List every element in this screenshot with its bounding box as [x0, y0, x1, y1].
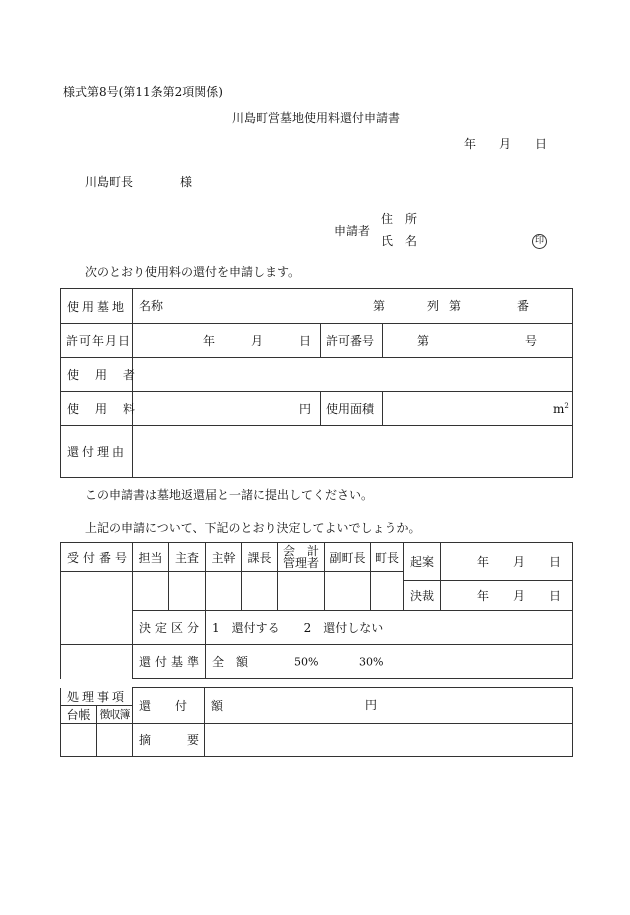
- kian-month: 月: [513, 554, 526, 569]
- summary-row: [61, 723, 573, 756]
- area-label: 使用面積: [321, 392, 383, 426]
- kessai-label: 決裁: [404, 581, 441, 611]
- chocho-label: 町長: [371, 543, 404, 572]
- kessai-year: 年: [477, 588, 490, 603]
- permit-no-dai: 第: [417, 333, 430, 348]
- processing-label-row: [61, 688, 573, 706]
- tanto-label: 担当: [133, 543, 169, 572]
- permit-year: 年: [203, 333, 216, 348]
- kaikei-stamp: [278, 572, 325, 611]
- kian-day: 日: [549, 554, 562, 569]
- decision-label: 決定区分: [133, 611, 206, 645]
- standard-50: 50%: [294, 655, 319, 668]
- summary-cell: [205, 723, 573, 756]
- kian-date-cell: [441, 543, 573, 581]
- area-unit-sup: 2: [564, 401, 569, 410]
- grave-name-label: 名称: [139, 299, 164, 313]
- decision-row: [61, 611, 573, 645]
- grave-row: [61, 289, 573, 324]
- standard-label: 還付基準: [133, 645, 206, 679]
- grave-dai-2: 第: [449, 299, 462, 313]
- permit-month: 月: [251, 333, 264, 348]
- reason-row: [61, 426, 573, 478]
- shusa-label: 主査: [169, 543, 206, 572]
- grave-label: 使用墓地: [61, 289, 133, 324]
- amount-cell: [205, 688, 573, 724]
- fee-row: [61, 392, 573, 426]
- seal-mark: 印: [532, 234, 547, 249]
- honorific: 様: [180, 175, 193, 189]
- addressee: 川島町長: [85, 175, 134, 189]
- permit-date-cell: [133, 324, 321, 358]
- submit-note: この申請書は墓地返還届と一諸に提出してください。: [85, 488, 374, 502]
- date-day: 日: [535, 137, 548, 151]
- choshubo-stamp: [97, 723, 133, 756]
- permit-no-label: 許可番号: [321, 324, 383, 358]
- kacho-stamp: [242, 572, 278, 611]
- permit-no-cell: [383, 324, 573, 358]
- processing-table-bottom: [60, 687, 573, 757]
- permit-row: [61, 324, 573, 358]
- shukan-stamp: [206, 572, 242, 611]
- name-label: 氏 名: [381, 234, 418, 248]
- fukuchocho-stamp: [325, 572, 371, 611]
- address-label: 住 所: [381, 212, 418, 226]
- standard-cell: [206, 645, 573, 679]
- standard-row: [61, 645, 573, 679]
- date-year: 年: [464, 137, 477, 151]
- processing-table: [60, 542, 573, 679]
- amount-yen: 円: [365, 698, 378, 713]
- permit-no-go: 号: [525, 333, 538, 348]
- summary-label: 摘 要: [133, 723, 205, 756]
- daicho-stamp: [61, 723, 97, 756]
- kessai-month: 月: [513, 588, 526, 603]
- kaikei-label-2: 管理者: [283, 556, 320, 570]
- kaikei-label: [278, 543, 325, 572]
- form-number: 様式第8号(第11条第2項関係): [63, 85, 223, 99]
- processing-label: 処理事項: [61, 688, 133, 706]
- kessai-date-cell: [441, 581, 573, 611]
- user-label: 使 用 者: [61, 358, 133, 392]
- fukuchocho-label: 副町長: [325, 543, 371, 572]
- user-row: [61, 358, 573, 392]
- standard-full: 全 額: [212, 654, 249, 669]
- processing-blank: [61, 645, 133, 679]
- area-cell: [383, 392, 573, 426]
- receipt-no-label: 受付番号: [61, 543, 133, 572]
- area-unit: [553, 403, 569, 415]
- amount-label: 還 付 額: [133, 688, 205, 724]
- application-table: [60, 288, 573, 478]
- grave-retsu: 列: [427, 299, 440, 313]
- user-cell: [133, 358, 573, 392]
- shusa-stamp: [169, 572, 206, 611]
- applicant-label: 申請者: [334, 224, 371, 238]
- date-month: 月: [499, 137, 512, 151]
- tanto-stamp: [133, 572, 169, 611]
- permit-day: 日: [299, 333, 312, 348]
- reason-label: 還付理由: [61, 426, 133, 478]
- area-unit-m: m: [553, 401, 565, 416]
- approval-header-row: [61, 543, 573, 572]
- chocho-stamp: [371, 572, 404, 611]
- permit-date-label: 許可年月日: [61, 324, 133, 358]
- grave-ban: 番: [517, 299, 530, 313]
- daicho-label: 台帳: [61, 705, 97, 723]
- kacho-label: 課長: [242, 543, 278, 572]
- decision-value: 1 還付する 2 還付しない: [206, 611, 573, 645]
- intro-text: 次のとおり使用料の還付を申請します。: [85, 265, 301, 279]
- kessai-day: 日: [549, 588, 562, 603]
- fee-label: 使 用 料: [61, 392, 133, 426]
- fee-cell: [133, 392, 321, 426]
- standard-30: 30%: [359, 655, 384, 668]
- decision-note: 上記の申請について、下記のとおり決定してよいでしょうか。: [85, 521, 421, 535]
- kaikei-label-1: 会 計: [283, 544, 320, 558]
- receipt-no-cell: [61, 572, 133, 645]
- choshubo-label: 徴収簿: [97, 705, 133, 723]
- kian-year: 年: [477, 554, 490, 569]
- grave-dai-1: 第: [373, 299, 386, 313]
- document-title: 川島町営墓地使用料還付申請書: [232, 111, 401, 125]
- kian-label: 起案: [404, 543, 441, 581]
- grave-cell: [133, 289, 573, 324]
- reason-cell: [133, 426, 573, 478]
- fee-yen: 円: [299, 401, 312, 416]
- shukan-label: 主幹: [206, 543, 242, 572]
